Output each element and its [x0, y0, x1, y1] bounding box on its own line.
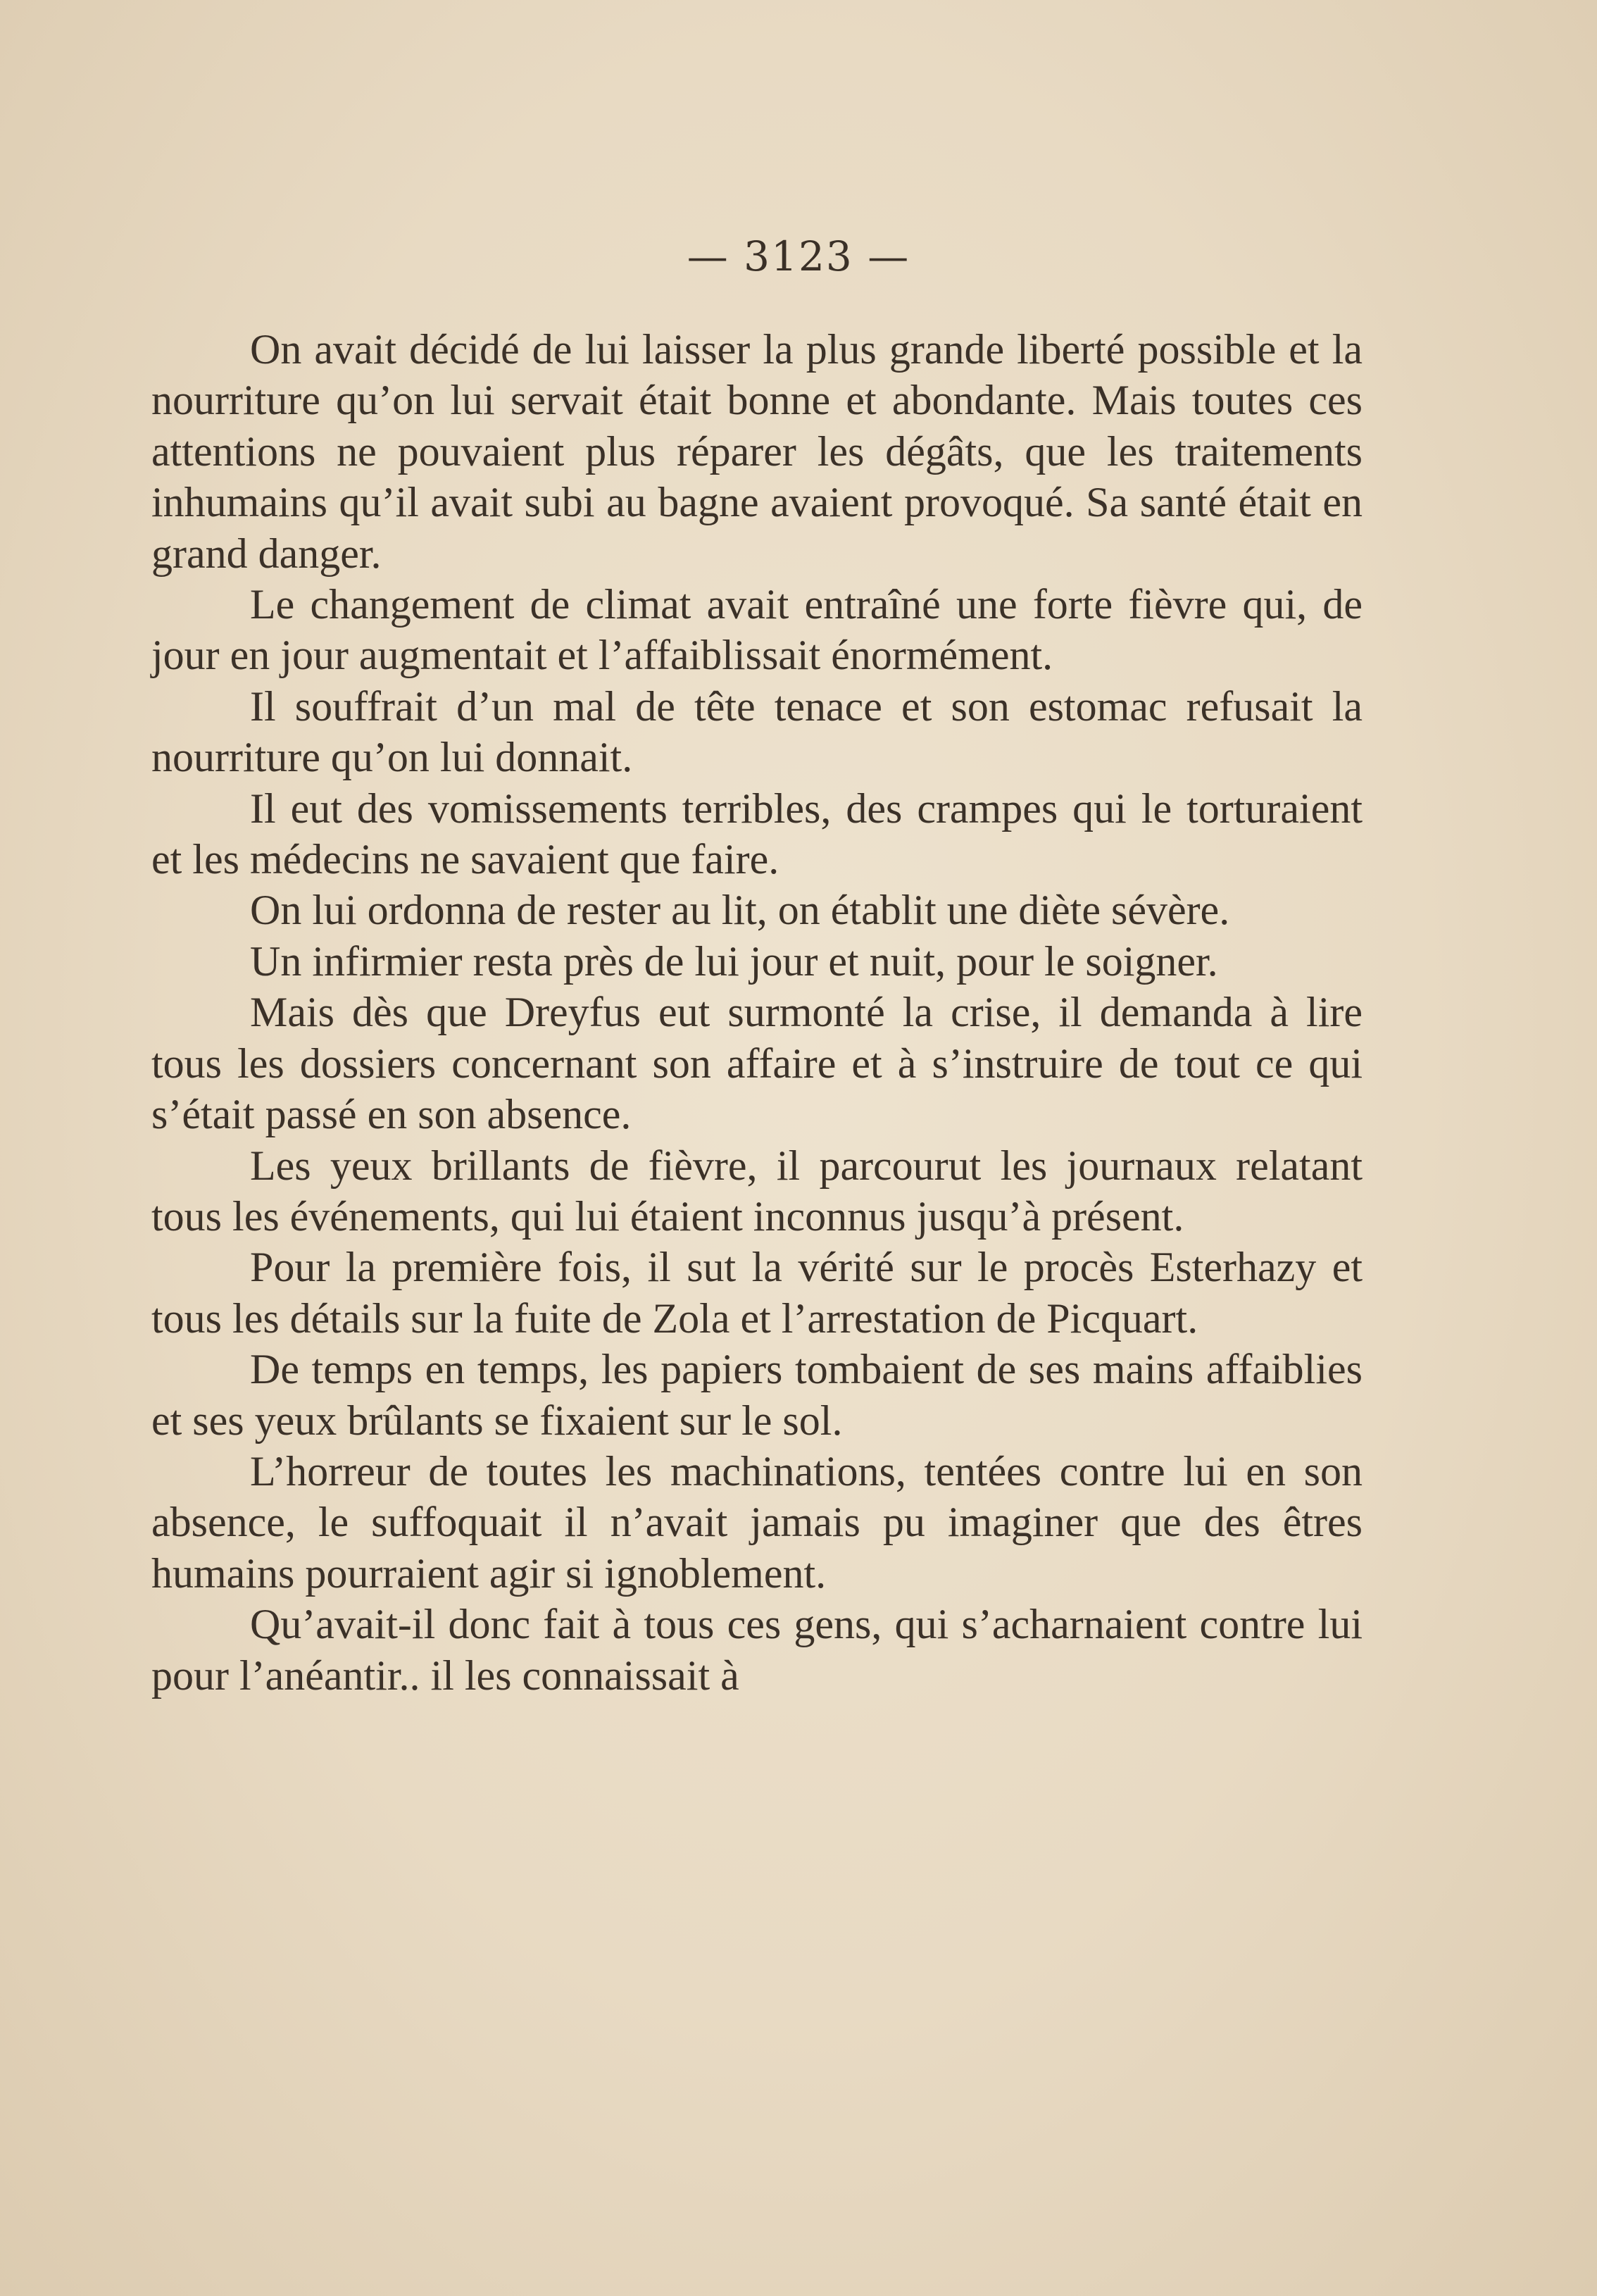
- paragraph-2: Le changement de climat avait entraîné une forte fièvre qui, de jour en jour augmentait et l’affaiblissait énormément.: [151, 581, 1363, 679]
- body-text: [151, 324, 1363, 1701]
- paragraph-10: De temps en temps, les papiers tombaient de ses mains affaiblies et ses yeux brûlants se fixaient sur le sol.: [151, 1346, 1363, 1444]
- paragraph-1: On avait décidé de lui laisser la plus grande liberté possible et la nourriture qu’on lui servait était bonne et abondante. Mais toutes ces attentions ne pouvaient plus réparer les dégâts, que les traitements inhumains qu’il avait subi au bagne avaient provoqué. Sa santé était en grand danger.: [151, 326, 1363, 577]
- paragraph-9: Pour la première fois, il sut la vérité sur le procès Esterhazy et tous les détails sur la fuite de Zola et l’arrestation de Picquart.: [151, 1244, 1363, 1342]
- paragraph-12: Qu’avait-il donc fait à tous ces gens, qui s’acharnaient contre lui pour l’anéantir.. il les connaissait à: [151, 1601, 1363, 1699]
- paragraph-8: Les yeux brillants de fièvre, il parcourut les journaux relatant tous les événements, qui lui étaient inconnus jusqu’à présent.: [151, 1142, 1363, 1240]
- paragraph-4: Il eut des vomissements terribles, des crampes qui le torturaient et les médecins ne savaient que faire.: [151, 785, 1363, 883]
- paragraph-7: Mais dès que Dreyfus eut surmonté la crise, il demanda à lire tous les dossiers concernant son affaire et à s’instruire de tout ce qui s’était passé en son absence.: [151, 989, 1363, 1138]
- page-number: — 3123 —: [687, 232, 910, 280]
- paragraph-11: L’horreur de toutes les machinations, tentées contre lui en son absence, le suffoquait il n’avait jamais pu imaginer que des êtres humains pourraient agir si ignoblement.: [151, 1447, 1363, 1597]
- paragraph-6: Un infirmier resta près de lui jour et nuit, pour le soigner.: [250, 937, 1218, 985]
- paragraph-5: On lui ordonna de rester au lit, on établit une diète sévère.: [250, 887, 1230, 934]
- paragraph-3: Il souffrait d’un mal de tête tenace et son estomac refusait la nourriture qu’on lui donnait.: [151, 682, 1363, 781]
